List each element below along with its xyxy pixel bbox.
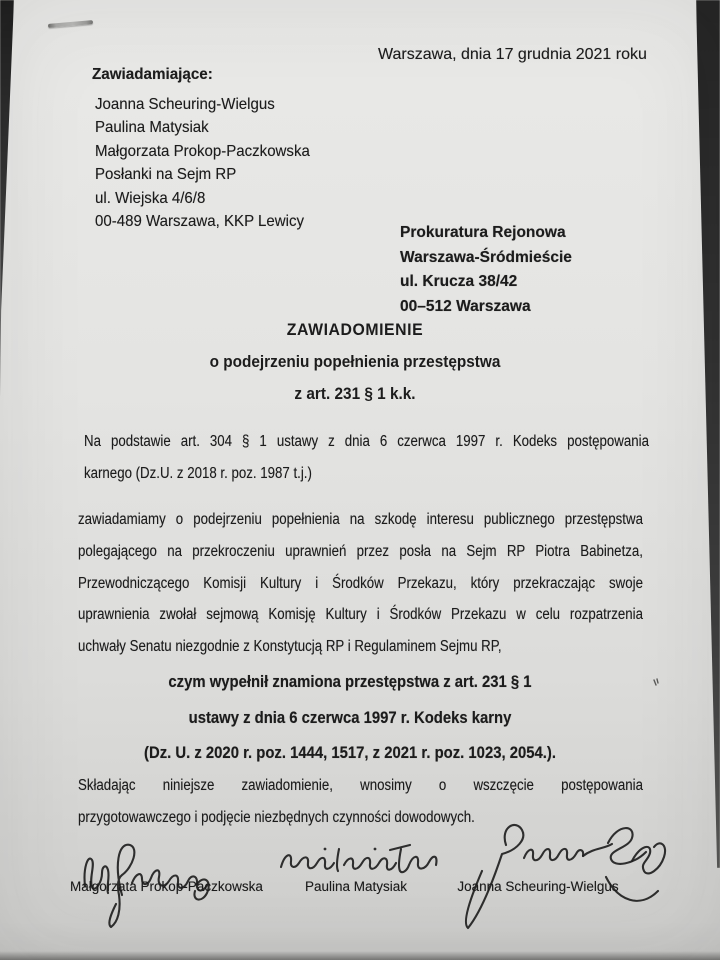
recipient-line: Warszawa-Śródmieście (400, 248, 572, 266)
document-title (53, 320, 658, 404)
notifier-line: 00-489 Warszawa, KKP Lewicy (95, 213, 304, 231)
qualification-line: czym wypełnił znamiona przestępstwa z art. 231 § 1 (168, 673, 532, 691)
signatory-name: Małgorzata Prokop-Paczkowska (70, 879, 263, 894)
text-line: przygotowawczego i podjęcie niezbędnych czynności dowodowych. (78, 808, 475, 826)
text-line: Składając niniejsze zawiadomienie, wnosimy o wszczęcie postępowania (78, 777, 643, 794)
staple-mark (48, 20, 93, 28)
title-line-article: z art. 231 § 1 k.k. (294, 385, 416, 403)
text-line: Przewodniczącego Komisji Kultury i Środków Przekazu, który przekraczając swoje (78, 574, 643, 592)
signature-joanna-scheuring-wielgus (418, 815, 670, 933)
paragraph-legal-basis (84, 426, 649, 490)
signatory-name: Joanna Scheuring-Wielgus (457, 879, 619, 894)
notifier-line: Posłanki na Sejm RP (95, 166, 237, 184)
notifier-line: Małgorzata Prokop-Paczkowska (95, 142, 310, 160)
qualification-line: (Dz. U. z 2020 r. poz. 1444, 1517, z 2021 r. poz. 1023, 2054.). (144, 744, 556, 762)
recipient-line: 00–512 Warszawa (400, 297, 531, 315)
notifier-line: ul. Wiejska 4/6/8 (95, 189, 206, 207)
notifier-line: Joanna Scheuring-Wielgus (95, 96, 275, 113)
paragraph-legal-qualification (62, 665, 638, 772)
paragraph-notification (78, 504, 643, 663)
recipient-line: ul. Krucza 38/42 (400, 273, 518, 291)
notifiers-label: Zawiadamiające: (92, 66, 213, 83)
text-line: zawiadamiamy o podejrzeniu popełnienia na szkodę interesu publicznego przestępstwa (78, 511, 643, 528)
notifier-line: Paulina Matysiak (95, 119, 209, 137)
text-line: Na podstawie art. 304 § 1 ustawy z dnia 6 czerwca 1997 r. Kodeks postępowania (84, 433, 649, 450)
signature-paulina-matysiak (276, 836, 441, 884)
scan-edge-bottom (0, 951, 720, 960)
title-line-main: ZAWIADOMIENIE (286, 320, 424, 339)
text-line: uchwały Senatu niezgodnie z Konstytucją RP i Regulaminem Sejmu RP, (78, 638, 502, 656)
title-line-sub: o podejrzeniu popełnienia przestępstwa (209, 353, 501, 371)
date-line: Warszawa, dnia 17 grudnia 2021 roku (378, 46, 647, 63)
text-line: polegającego na przekroczeniu uprawnień przez posła na Sejm RP Piotra Babinetza, (78, 542, 643, 560)
notifiers-address-block (95, 93, 310, 233)
recipient-line: Prokuratura Rejonowa (400, 224, 566, 241)
text-line: karnego (Dz.U. z 2018 r. poz. 1987 t.j.) (84, 464, 312, 482)
signatory-name: Paulina Matysiak (304, 879, 408, 894)
qualification-line: ustawy z dnia 6 czerwca 1997 r. Kodeks karny (188, 708, 512, 727)
scan-speck (652, 678, 660, 688)
text-line: uprawnienia zwołał sejmową Komisję Kultury i Środków Przekazu w celu rozpatrzenia (78, 606, 643, 624)
recipient-address-block (400, 221, 572, 319)
